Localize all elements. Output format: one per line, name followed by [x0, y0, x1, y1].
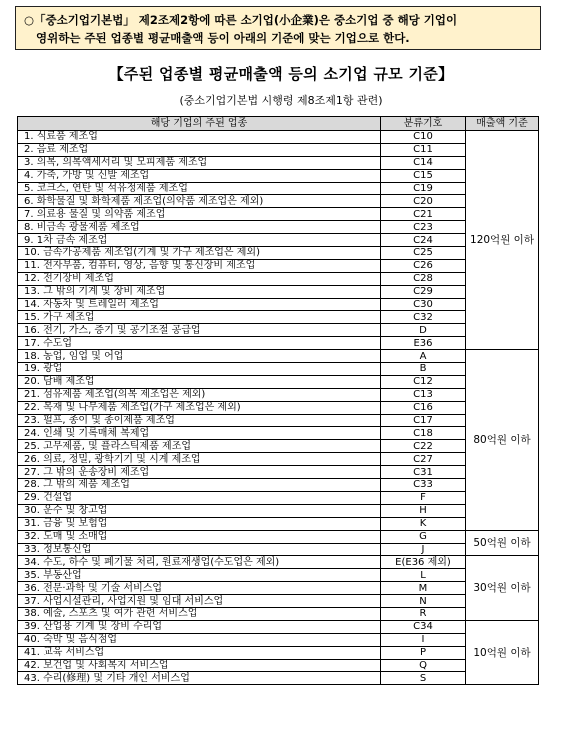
industry-cell: 37. 사업시설관리, 사업지원 및 임대 서비스업 — [18, 595, 381, 608]
table-row — [18, 259, 539, 272]
industry-cell: 24. 인쇄 및 기록매체 복제업 — [18, 427, 381, 440]
industry-cell: 17. 수도업 — [18, 337, 381, 350]
code-cell: C20 — [381, 195, 466, 208]
table-row — [18, 363, 539, 376]
industry-cell: 16. 전기, 가스, 증기 및 공기조절 공급업 — [18, 324, 381, 337]
industry-cell: 19. 광업 — [18, 363, 381, 376]
code-cell: C32 — [381, 311, 466, 324]
sales-threshold-cell: 80억원 이하 — [466, 350, 539, 530]
header-code: 분류기호 — [381, 117, 466, 131]
table-row — [18, 517, 539, 530]
code-cell: C25 — [381, 247, 466, 260]
code-cell: C10 — [381, 131, 466, 144]
code-cell: C18 — [381, 427, 466, 440]
code-cell: C23 — [381, 221, 466, 234]
code-cell: C22 — [381, 440, 466, 453]
code-cell: R — [381, 607, 466, 620]
sales-threshold-cell: 50억원 이하 — [466, 530, 539, 556]
industry-cell: 41. 교육 서비스업 — [18, 646, 381, 659]
industry-cell: 23. 펄프, 종이 및 종이제품 제조업 — [18, 414, 381, 427]
industry-cell: 10. 금속가공제품 제조업(기계 및 가구 제조업은 제외) — [18, 247, 381, 260]
page-subtitle: (중소기업기본법 시행령 제8조제1항 관련) — [179, 94, 383, 107]
notice-line-2: 영위하는 주된 업종별 평균매출액 등이 아래의 기준에 맞는 기업으로 한다. — [36, 31, 410, 45]
code-cell: E(E36 제외) — [381, 556, 466, 569]
industry-cell: 6. 화학물질 및 화학제품 제조업(의약품 제조업은 제외) — [18, 195, 381, 208]
industry-cell: 26. 의료, 정밀, 광학기기 및 시계 제조업 — [18, 453, 381, 466]
code-cell: C24 — [381, 234, 466, 247]
industry-cell: 13. 그 밖의 기계 및 장비 제조업 — [18, 285, 381, 298]
table-row — [18, 208, 539, 221]
industry-cell: 12. 전기장비 제조업 — [18, 272, 381, 285]
industry-cell: 18. 농업, 임업 및 어업 — [18, 350, 381, 363]
table-row — [18, 427, 539, 440]
table-row — [18, 324, 539, 337]
code-cell: Q — [381, 659, 466, 672]
industry-cell: 2. 음료 제조업 — [18, 143, 381, 156]
industry-cell: 9. 1차 금속 제조업 — [18, 234, 381, 247]
table-header-row — [18, 117, 539, 131]
table-row — [18, 659, 539, 672]
table-row — [18, 337, 539, 350]
industry-cell: 8. 비금속 광물제품 제조업 — [18, 221, 381, 234]
table-body — [18, 131, 539, 685]
code-cell: F — [381, 491, 466, 504]
industry-cell: 7. 의료용 물질 및 의약품 제조업 — [18, 208, 381, 221]
code-cell: C14 — [381, 156, 466, 169]
table-row — [18, 620, 539, 633]
industry-cell: 32. 도매 및 소매업 — [18, 530, 381, 543]
table-row — [18, 182, 539, 195]
table-row — [18, 595, 539, 608]
table-row — [18, 247, 539, 260]
table-row — [18, 466, 539, 479]
table-row — [18, 221, 539, 234]
code-cell: E36 — [381, 337, 466, 350]
industry-cell: 27. 그 밖의 운송장비 제조업 — [18, 466, 381, 479]
table-row — [18, 350, 539, 363]
industry-cell: 1. 식료품 제조업 — [18, 131, 381, 144]
table-row — [18, 633, 539, 646]
industry-cell: 39. 산업용 기계 및 장비 수리업 — [18, 620, 381, 633]
notice-line-1: ○「중소기업기본법」 제2조제2항에 따른 소기업(小企業)은 중소기업 중 해당 기업이 — [24, 13, 458, 27]
industry-cell: 38. 예술, 스포츠 및 여가 관련 서비스업 — [18, 607, 381, 620]
code-cell: H — [381, 504, 466, 517]
criteria-table — [17, 116, 539, 685]
industry-cell: 21. 섬유제품 제조업(의복 제조업은 제외) — [18, 388, 381, 401]
page-title: 【주된 업종별 평균매출액 등의 소기업 규모 기준】 — [108, 65, 454, 83]
table-row — [18, 672, 539, 685]
table-row — [18, 285, 539, 298]
code-cell: M — [381, 582, 466, 595]
table-row — [18, 453, 539, 466]
table-row — [18, 195, 539, 208]
code-cell: G — [381, 530, 466, 543]
table-row — [18, 582, 539, 595]
code-cell: C30 — [381, 298, 466, 311]
industry-cell: 40. 숙박 및 음식점업 — [18, 633, 381, 646]
table-row — [18, 401, 539, 414]
code-cell: C34 — [381, 620, 466, 633]
table-row — [18, 234, 539, 247]
sales-threshold-cell: 10억원 이하 — [466, 620, 539, 684]
code-cell: D — [381, 324, 466, 337]
code-cell: A — [381, 350, 466, 363]
code-cell: C28 — [381, 272, 466, 285]
code-cell: K — [381, 517, 466, 530]
code-cell: C11 — [381, 143, 466, 156]
code-cell: C26 — [381, 259, 466, 272]
table-row — [18, 530, 539, 543]
industry-cell: 30. 운수 및 창고업 — [18, 504, 381, 517]
industry-cell: 20. 담배 제조업 — [18, 375, 381, 388]
notice-box — [15, 6, 541, 50]
code-cell: C27 — [381, 453, 466, 466]
code-cell: P — [381, 646, 466, 659]
table-row — [18, 272, 539, 285]
industry-cell: 4. 가죽, 가방 및 신발 제조업 — [18, 169, 381, 182]
table-row — [18, 298, 539, 311]
table-row — [18, 131, 539, 144]
table-row — [18, 556, 539, 569]
code-cell: C19 — [381, 182, 466, 195]
code-cell: C33 — [381, 479, 466, 492]
code-cell: S — [381, 672, 466, 685]
table-row — [18, 414, 539, 427]
industry-cell: 34. 수도, 하수 및 폐기물 처리, 원료재생업(수도업은 제외) — [18, 556, 381, 569]
code-cell: L — [381, 569, 466, 582]
sales-threshold-cell: 30억원 이하 — [466, 556, 539, 620]
table-row — [18, 491, 539, 504]
code-cell: N — [381, 595, 466, 608]
table-row — [18, 169, 539, 182]
code-cell: C15 — [381, 169, 466, 182]
industry-cell: 14. 자동차 및 트레일러 제조업 — [18, 298, 381, 311]
code-cell: J — [381, 543, 466, 556]
industry-cell: 25. 고무제품, 및 플라스틱제품 제조업 — [18, 440, 381, 453]
code-cell: C17 — [381, 414, 466, 427]
table-row — [18, 156, 539, 169]
table-row — [18, 143, 539, 156]
code-cell: B — [381, 363, 466, 376]
table-row — [18, 440, 539, 453]
table-row — [18, 375, 539, 388]
industry-cell: 5. 코크스, 연탄 및 석유정제품 제조업 — [18, 182, 381, 195]
industry-cell: 42. 보건업 및 사회복지 서비스업 — [18, 659, 381, 672]
industry-cell: 33. 정보통신업 — [18, 543, 381, 556]
code-cell: C21 — [381, 208, 466, 221]
industry-cell: 22. 목재 및 나무제품 제조업(가구 제조업은 제외) — [18, 401, 381, 414]
table-row — [18, 479, 539, 492]
code-cell: C16 — [381, 401, 466, 414]
industry-cell: 36. 전문·과학 및 기술 서비스업 — [18, 582, 381, 595]
header-industry: 해당 기업의 주된 업종 — [18, 117, 381, 131]
code-cell: C13 — [381, 388, 466, 401]
industry-cell: 43. 수리(修理) 및 기타 개인 서비스업 — [18, 672, 381, 685]
code-cell: C12 — [381, 375, 466, 388]
industry-cell: 29. 건설업 — [18, 491, 381, 504]
table-row — [18, 311, 539, 324]
table-row — [18, 646, 539, 659]
table-row — [18, 607, 539, 620]
table-row — [18, 388, 539, 401]
code-cell: I — [381, 633, 466, 646]
code-cell: C31 — [381, 466, 466, 479]
industry-cell: 15. 가구 제조업 — [18, 311, 381, 324]
industry-cell: 11. 전자부품, 컴퓨터, 영상, 음향 및 통신장비 제조업 — [18, 259, 381, 272]
industry-cell: 3. 의복, 의복액세서리 및 모피제품 제조업 — [18, 156, 381, 169]
industry-cell: 28. 그 밖의 제품 제조업 — [18, 479, 381, 492]
industry-cell: 31. 금융 및 보험업 — [18, 517, 381, 530]
industry-cell: 35. 부동산업 — [18, 569, 381, 582]
header-sales: 매출액 기준 — [466, 117, 539, 131]
table-row — [18, 504, 539, 517]
sales-threshold-cell: 120억원 이하 — [466, 131, 539, 350]
table-row — [18, 543, 539, 556]
code-cell: C29 — [381, 285, 466, 298]
table-row — [18, 569, 539, 582]
